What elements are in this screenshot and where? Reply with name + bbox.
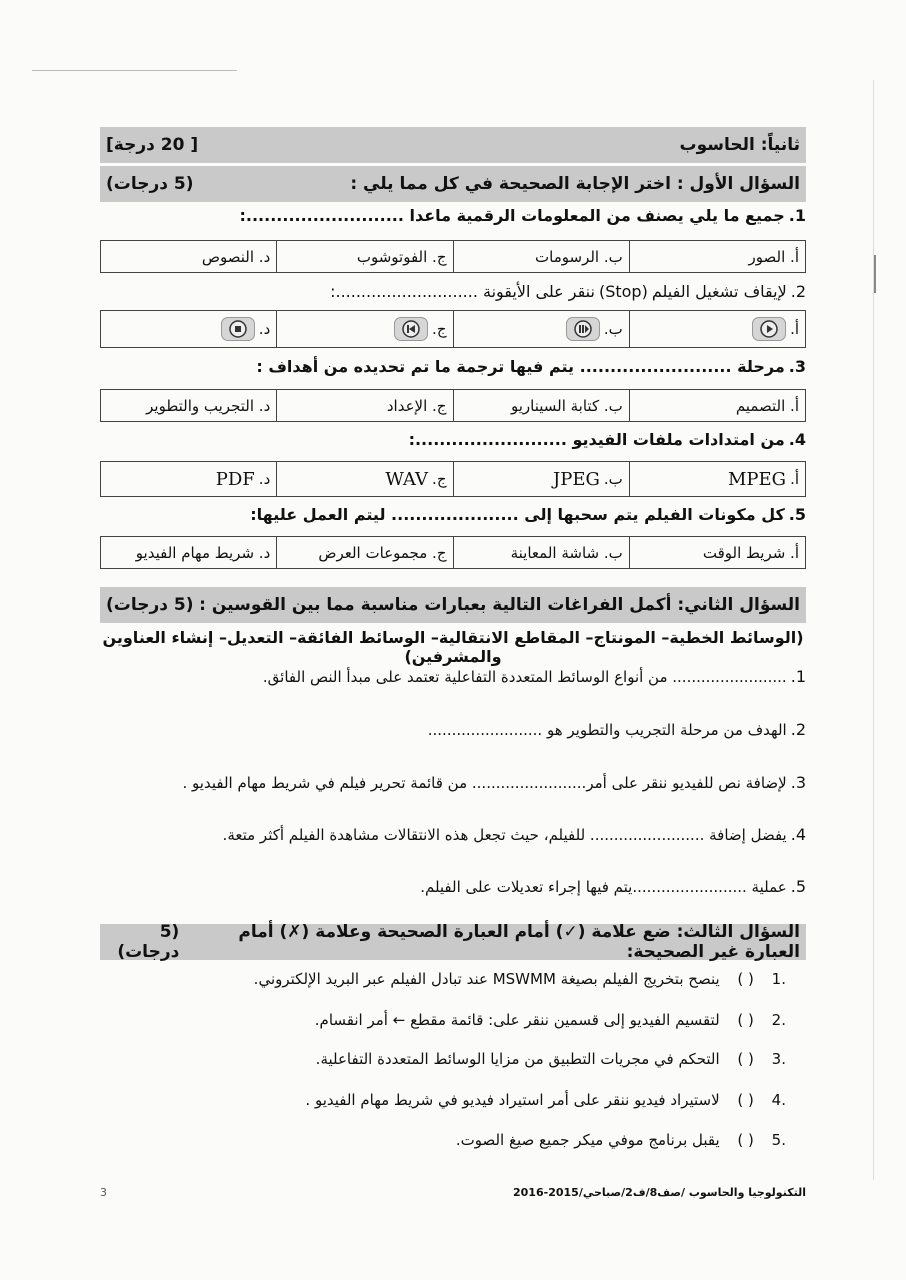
top-rule (32, 70, 237, 71)
q2-item-3-num: 3. (790, 773, 806, 792)
option-c[interactable]: ج. مجموعات العرض (276, 537, 452, 568)
play-icon (752, 317, 786, 341)
stop-icon (221, 317, 255, 341)
q1-marks: (5 درجات) (106, 174, 194, 194)
option-a[interactable] (629, 462, 805, 496)
q1-header (100, 166, 806, 202)
option-a[interactable]: أ. شريط الوقت (629, 537, 805, 568)
q1-item-4-options (100, 461, 806, 497)
q1-item-4-text: من امتدادات ملفات الفيديو .........................: (408, 430, 785, 449)
q1-item-3-text: مرحلة ......................... يتم فيها ترجمة ما تم تحديده من أهداف : (256, 357, 785, 376)
q1-item-5-num: 5. (788, 505, 806, 524)
option-a-label: أ. (790, 320, 799, 338)
q1-item-2-text-a: لإيقاف تشغيل الفيلم (651, 282, 787, 301)
page-number: 3 (100, 1186, 107, 1199)
q2-item-4-num: 4. (790, 825, 806, 844)
q2-item-1-text: ........................ من أنواع الوسائط المتعددة التفاعلية تعتمد على مبدأ النص الفائق. (262, 667, 787, 686)
previous-icon (394, 317, 428, 341)
option-b-value: JPEG (553, 468, 600, 490)
option-d-value: PDF (215, 468, 255, 490)
section-marks: [ 20 درجة] (106, 135, 199, 155)
option-c[interactable] (276, 311, 452, 347)
footer-text: التكنولوجيا والحاسوب /صف8/ف2/صباحي/2015-2016 (512, 1186, 806, 1199)
q2-title: السؤال الثاني: أكمل الفراغات التالية بعبارات مناسبة مما بين القوسين : (199, 595, 800, 615)
q1-item-5-options (100, 536, 806, 569)
q2-item-2-text: الهدف من مرحلة التجريب والتطوير هو ........................ (427, 720, 787, 739)
option-b[interactable]: ب. كتابة السيناريو (453, 390, 629, 421)
q3-item-2 (100, 1011, 786, 1029)
answer-blank[interactable]: ( ) (737, 970, 754, 988)
answer-blank[interactable]: ( ) (737, 1091, 754, 1109)
q1-item-5-text: كل مكونات الفيلم يتم سحبها إلى ..................... ليتم العمل عليها: (250, 505, 785, 524)
q1-item-1-text: جميع ما يلي يصنف من المعلومات الرقمية ماعدا ..........................: (239, 206, 785, 225)
section-header (100, 127, 806, 163)
q3-item-1-num: .1 (771, 970, 786, 988)
option-d-prefix: د. (258, 470, 271, 488)
option-a[interactable]: أ. التصميم (629, 390, 805, 421)
q2-item-1 (100, 667, 806, 686)
q2-item-3 (100, 773, 806, 792)
option-a-value: MPEG (728, 468, 787, 490)
q3-marks: (5 درجات) (117, 922, 180, 962)
q2-item-5-text: عملية ........................يتم فيها إجراء تعديلات على الفيلم. (420, 877, 787, 896)
section-title: ثانياً: الحاسوب (679, 135, 800, 155)
option-c-label: ج. (432, 320, 447, 338)
q2-item-4-text: يفضل إضافة ........................ للفيلم، حيث تجعل هذه الانتقالات مشاهدة الفيلم أكثر متعة. (222, 825, 787, 844)
option-b[interactable]: ب. شاشة المعاينة (453, 537, 629, 568)
q1-item-2-options (100, 310, 806, 348)
q1-item-1-options (100, 240, 806, 273)
option-c-prefix: ج. (432, 470, 447, 488)
q3-item-4-text: لاستيراد فيديو ننقر على أمر استيراد فيديو في شريط مهام الفيديو . (305, 1091, 720, 1109)
q1-item-2-text-b: (Stop) (598, 282, 648, 301)
page-footer (100, 1186, 806, 1199)
option-b[interactable] (453, 311, 629, 347)
q1-item-1-num: 1. (788, 206, 806, 225)
q2-item-5 (100, 877, 806, 896)
option-c-value: WAV (385, 468, 429, 490)
q3-item-5-num: .5 (771, 1131, 786, 1149)
option-d[interactable] (101, 311, 276, 347)
answer-blank[interactable]: ( ) (737, 1131, 754, 1149)
q3-item-1 (100, 970, 786, 988)
option-a-prefix: أ. (790, 470, 799, 488)
q3-item-2-num: .2 (771, 1011, 786, 1029)
q1-item-4 (100, 430, 806, 449)
q2-item-2 (100, 720, 806, 739)
answer-blank[interactable]: ( ) (737, 1050, 754, 1068)
option-d[interactable]: د. النصوص (201, 247, 271, 266)
pause-play-icon (566, 317, 600, 341)
q3-header (100, 924, 806, 960)
page-edge-line (873, 80, 874, 1180)
q1-item-3-options (100, 389, 806, 422)
q3-item-5-text: يقبل برنامج موفي ميكر جميع صيغ الصوت. (455, 1131, 720, 1149)
q2-word-bank: (الوسائط الخطية– المونتاج– المقاطع الانتقالية– الوسائط الفائقة– التعديل– إنشاء العناوين والمشرفين) (102, 628, 804, 666)
q1-item-2-text-c: ننقر على الأيقونة ............................: (330, 282, 595, 301)
q2-item-5-num: 5. (790, 877, 806, 896)
q1-title: السؤال الأول : اختر الإجابة الصحيحة في كل مما يلي : (350, 174, 800, 194)
q3-item-2-text: لتقسيم الفيديو إلى قسمين ننقر على: قائمة مقطع ← أمر انقسام. (314, 1011, 720, 1029)
q2-marks: (5 درجات) (106, 595, 194, 615)
option-b[interactable] (453, 462, 629, 496)
option-b-label: ب. (603, 320, 623, 338)
option-a[interactable]: أ. الصور (629, 241, 805, 272)
option-d[interactable]: د. شريط مهام الفيديو (135, 543, 271, 562)
option-d[interactable]: د. التجريب والتطوير (146, 396, 271, 415)
q3-item-3 (100, 1050, 786, 1068)
option-b-prefix: ب. (603, 470, 623, 488)
q3-item-5 (100, 1131, 786, 1149)
option-b[interactable]: ب. الرسومات (453, 241, 629, 272)
q1-item-4-num: 4. (788, 430, 806, 449)
q3-item-3-num: .3 (771, 1050, 786, 1068)
q1-item-5 (100, 505, 806, 524)
q1-item-3-num: 3. (788, 357, 806, 376)
q2-item-3-text: لإضافة نص للفيديو ننقر على أمر........................ من قائمة تحرير فيلم في شريط مهام الفيديو . (182, 773, 787, 792)
answer-blank[interactable]: ( ) (737, 1011, 754, 1029)
option-c[interactable]: ج. الإعداد (276, 390, 452, 421)
q2-header (100, 587, 806, 623)
page-edge-mark (874, 255, 876, 293)
q1-item-2 (100, 282, 806, 301)
option-c[interactable]: ج. الفوتوشوب (276, 241, 452, 272)
q3-item-3-text: التحكم في مجريات التطبيق من مزايا الوسائط المتعددة التفاعلية. (315, 1050, 720, 1068)
q2-item-1-num: 1. (790, 667, 806, 686)
q2-item-4 (100, 825, 806, 844)
option-c[interactable] (276, 462, 452, 496)
q3-title: السؤال الثالث: ضع علامة (✓) أمام العبارة الصحيحة وعلامة (✗) أمام العبارة غير الصحيحة: (238, 922, 800, 962)
q1-item-3 (100, 357, 806, 376)
option-d-label: د. (258, 320, 271, 338)
q1-item-2-num: 2. (790, 282, 806, 301)
q2-item-2-num: 2. (790, 720, 806, 739)
q3-item-4-num: .4 (771, 1091, 786, 1109)
q1-item-1 (100, 206, 806, 225)
option-d[interactable] (101, 462, 276, 496)
q3-item-1-text: ينصح بتخريج الفيلم بصيغة MSWMM عند تبادل الفيلم عبر البريد الإلكتروني. (253, 970, 720, 988)
option-a[interactable] (629, 311, 805, 347)
q3-item-4 (100, 1091, 786, 1109)
